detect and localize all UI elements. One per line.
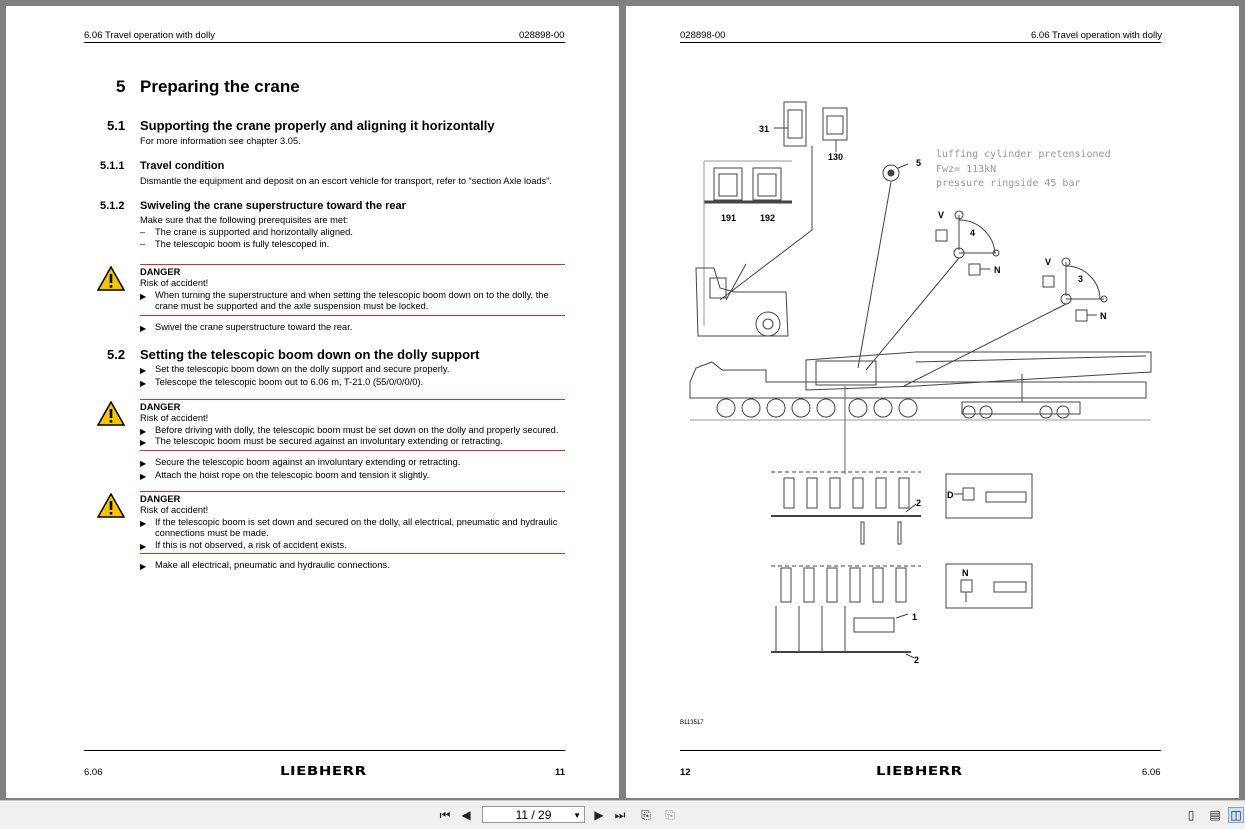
bullet-icon: ▶ (140, 472, 147, 481)
liebherr-logo: LIEBHERR (876, 763, 963, 779)
subsection-number: 5.2 (107, 347, 126, 362)
header-doc-number: 028898-00 (519, 30, 565, 41)
warning-icon (97, 401, 125, 426)
page-indicator: 11 / 29 (515, 808, 552, 822)
diagram-note-line: pressure ringside 45 bar (936, 178, 1081, 189)
bullet-icon: ▶ (140, 542, 147, 551)
pdf-viewer-toolbar (0, 800, 1245, 829)
bullet-icon: ▶ (140, 427, 147, 436)
step-text: Make all electrical, pneumatic and hydraulic connections. (155, 560, 390, 570)
bullet-icon: ▶ (140, 366, 147, 375)
danger-bottom-rule (140, 450, 565, 451)
footer-rule (680, 750, 1161, 751)
step-text: Attach the hoist rope on the telescopic boom and tension it slightly. (155, 470, 430, 480)
danger-text: crane must be supported and the axle suspension must be locked. (155, 301, 429, 311)
danger-text: connections must be made. (155, 528, 269, 538)
callout: 192 (760, 213, 776, 223)
callout: 191 (721, 213, 737, 223)
danger-subtitle: Risk of accident! (140, 413, 209, 423)
step-text: Telescope the telescopic boom out to 6.06 m, T-21.0 (55/0/0/0/0). (155, 377, 424, 387)
body-text: Dismantle the equipment and deposit on an escort vehicle for transport, refer to “section Axle loads”. (140, 176, 552, 186)
bullet-icon: ▶ (140, 459, 147, 468)
danger-subtitle: Risk of accident! (140, 278, 209, 288)
diagram-note-line: luffing cylinder pretensioned (936, 149, 1111, 160)
subsection-number: 5.1.1 (100, 160, 125, 172)
callout: 130 (828, 152, 844, 162)
list-dash: – (140, 227, 146, 237)
callout: 2 (914, 655, 920, 665)
bullet-icon: ▶ (140, 379, 147, 388)
subsection-number: 5.1.2 (100, 200, 125, 212)
danger-text: When turning the superstructure and when setting the telescopic boom down on to the dolly, the (155, 290, 549, 300)
body-text: For more information see chapter 3.05. (140, 136, 301, 146)
danger-text: If the telescopic boom is set down and secured on the dolly, all electrical, pneumatic and hydraulic (155, 517, 558, 527)
danger-text: Before driving with dolly, the telescopic boom must be set down on the dolly and properly secured. (155, 425, 559, 435)
callout: N (1100, 311, 1107, 321)
section-number: 5 (116, 77, 126, 96)
liebherr-logo: LIEBHERR (280, 763, 367, 779)
subsection-number: 5.1 (107, 118, 126, 133)
page-number: 12 (680, 767, 691, 778)
danger-label: DANGER (140, 494, 181, 504)
single-page-view-icon[interactable]: ▯ (1187, 808, 1195, 822)
footer-chapter: 6.06 (84, 767, 103, 778)
callout: V (938, 210, 945, 220)
danger-bottom-rule (140, 315, 565, 316)
warning-icon (97, 493, 125, 518)
callout: N (962, 568, 969, 578)
list-item: The telescopic boom is fully telescoped in. (155, 239, 330, 249)
go-back-icon[interactable]: ⎘ (641, 807, 651, 822)
chevron-down-icon: ▼ (573, 811, 581, 820)
callout: 3 (1078, 274, 1084, 284)
continuous-view-icon[interactable]: ▤ (1209, 808, 1221, 822)
diagram-note-line: Fwz= 113kN (936, 164, 997, 175)
danger-bottom-rule (140, 553, 565, 554)
document-page-left (6, 6, 619, 798)
callout: 1 (912, 612, 918, 622)
page-number: 11 (555, 767, 566, 778)
figure-id: B113517 (680, 720, 704, 726)
bullet-icon: ▶ (140, 519, 147, 528)
list-item: The crane is supported and horizontally aligned. (155, 227, 353, 237)
callout: 31 (759, 124, 770, 134)
subsection-title: Supporting the crane properly and aligning it horizontally (140, 118, 495, 133)
header-rule (84, 42, 565, 43)
danger-top-rule (140, 264, 565, 265)
step-text: Secure the telescopic boom against an involuntary extending or retracting. (155, 457, 461, 467)
danger-subtitle: Risk of accident! (140, 505, 209, 515)
crane-dolly-diagram (626, 6, 1239, 798)
go-forward-icon[interactable]: ⎘ (665, 807, 675, 822)
danger-top-rule (140, 491, 565, 492)
danger-text: The telescopic boom must be secured against an involuntary extending or retracting. (155, 436, 503, 446)
prev-page-icon[interactable]: ◀ (461, 808, 471, 822)
footer-chapter: 6.06 (1142, 767, 1161, 778)
danger-text: If this is not observed, a risk of accident exists. (155, 540, 347, 550)
subsection-title: Travel condition (140, 160, 225, 172)
callout: 2 (916, 498, 922, 508)
callout: 5 (916, 158, 922, 168)
last-page-icon[interactable]: ⏭ (614, 807, 626, 822)
bullet-icon: ▶ (140, 324, 147, 333)
header-doc-number: 028898-00 (680, 30, 726, 41)
body-text: Make sure that the following prerequisites are met: (140, 215, 349, 225)
subsection-title: Swiveling the crane superstructure toward the rear (140, 200, 406, 212)
danger-label: DANGER (140, 267, 181, 277)
section-title: Preparing the crane (140, 77, 300, 96)
two-page-view-icon[interactable]: ◫ (1228, 807, 1244, 823)
list-dash: – (140, 239, 146, 249)
footer-rule (84, 750, 565, 751)
callout: N (994, 265, 1001, 275)
callout: V (1045, 257, 1052, 267)
page-number-select[interactable] (482, 806, 585, 823)
subsection-title: Setting the telescopic boom down on the dolly support (140, 347, 480, 362)
next-page-icon[interactable]: ▶ (594, 808, 604, 822)
danger-top-rule (140, 399, 565, 400)
bullet-icon: ▶ (140, 438, 147, 447)
callout: D (947, 490, 954, 500)
header-chapter: 6.06 Travel operation with dolly (84, 30, 215, 41)
warning-icon (97, 266, 125, 291)
header-chapter: 6.06 Travel operation with dolly (1031, 30, 1162, 41)
document-page-right (626, 6, 1239, 798)
bullet-icon: ▶ (140, 562, 147, 571)
bullet-icon: ▶ (140, 292, 147, 301)
first-page-icon[interactable]: ⏮ (439, 807, 451, 822)
danger-label: DANGER (140, 402, 181, 412)
step-text: Set the telescopic boom down on the dolly support and secure properly. (155, 364, 450, 374)
callout: 4 (970, 228, 976, 238)
step-text: Swivel the crane superstructure toward the rear. (155, 322, 353, 332)
